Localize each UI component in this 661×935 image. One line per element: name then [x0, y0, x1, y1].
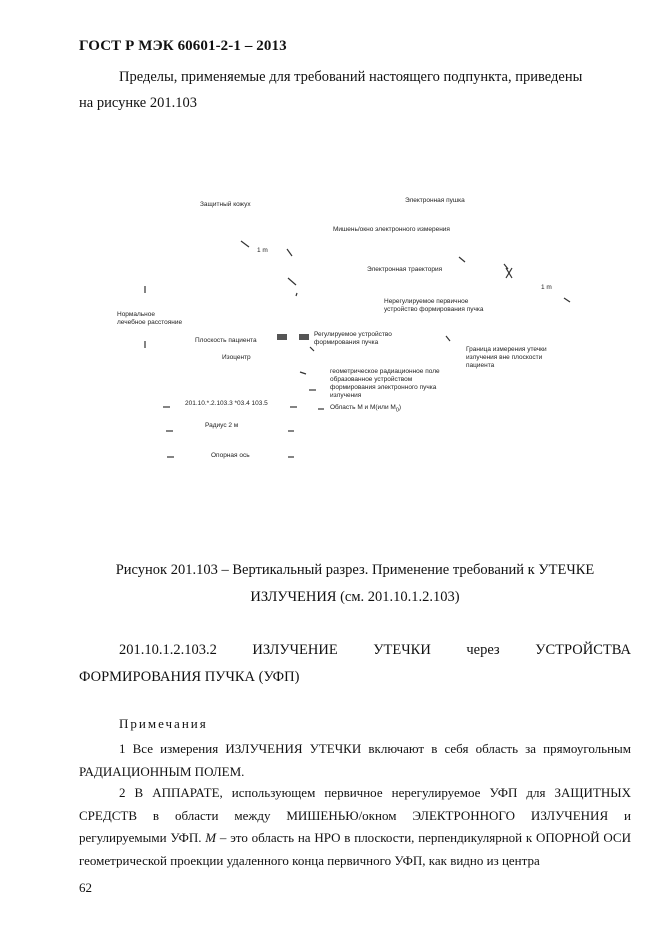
label-area: Область M и M(или $M_0$) — [330, 404, 402, 414]
arrow-mark — [296, 293, 297, 296]
arrow-mark — [310, 347, 314, 351]
label-unadjustable-2: устройство формирования пучка — [384, 306, 484, 313]
beam-device-block-right — [299, 334, 309, 340]
label-refs: 201.10.*.2.103.3 *03.4 103.5 — [185, 400, 268, 407]
label-shield: Защитный кожух — [200, 201, 251, 208]
note-2 — [79, 782, 631, 872]
section-word-2: УТЕЧКИ — [373, 642, 431, 658]
label-one-m-right: 1 m — [541, 284, 552, 291]
label-normal-distance-2: лечебное расстояние — [117, 319, 183, 326]
label-geom-1: геометрическое радиационное поле — [330, 368, 440, 375]
label-one-m-left: 1 m — [257, 247, 268, 254]
label-geom-3: формирования электронного пучка — [330, 384, 437, 391]
label-trajectory: Электронная траектория — [367, 266, 443, 273]
section-word-1: ИЗЛУЧЕНИЕ — [252, 642, 338, 658]
note-2-part-a: 2 В АППАРАТЕ, использующем первичное нерегулируемое УФП для ЗАЩИТНЫХ СРЕДСТВ в области между МИШЕНЬЮ/окном ЭЛЕКТРОННОГО ИЗЛУЧЕНИЯ и регулируемыми УФП. — [79, 785, 631, 845]
intro-line-2: на рисунке 201.103 — [79, 95, 197, 111]
page-number: 62 — [79, 880, 92, 895]
caption-line-1: Рисунок 201.103 – Вертикальный разрез. Применение требований к УТЕЧКЕ — [115, 562, 595, 578]
label-isocenter: Изоцентр — [222, 354, 251, 361]
note-1: 1 Все измерения ИЗЛУЧЕНИЯ УТЕЧКИ включают в себя область за прямоугольным РАДИАЦИОННЫМ ПОЛЕМ. — [79, 741, 631, 779]
label-unadjustable-1: Нерегулируемое первичное — [384, 298, 469, 305]
figure-201-103 — [0, 185, 661, 485]
note-2-m: M — [205, 830, 217, 845]
intro-line-1: Пределы, применяемые для требований настоящего подпункта, приведены — [119, 69, 583, 85]
label-geom-4: излучения — [330, 392, 362, 399]
label-radius: Радиус 2 м — [205, 422, 239, 429]
label-reference-axis: Опорная ось — [211, 452, 250, 459]
caption-line-2: ИЗЛУЧЕНИЯ (см. 201.10.1.2.103) — [250, 589, 460, 605]
arrow-mark — [300, 372, 306, 374]
label-geom-2: образованное устройством — [330, 376, 413, 383]
label-adjustable-1: Регулируемое устройство — [314, 331, 392, 338]
label-limit-3: пациента — [466, 362, 495, 369]
label-limit-1: Граница измерения утечки — [466, 346, 547, 353]
beam-device-block-left — [277, 334, 287, 340]
arrow-mark — [287, 249, 292, 256]
section-word-3: через — [466, 642, 500, 658]
label-target: Мишень/окно электронного измерения — [333, 226, 450, 233]
section-word-4: УСТРОЙСТВА — [535, 642, 631, 658]
section-heading — [79, 637, 631, 691]
figure-caption — [79, 557, 631, 611]
label-patient-plane: Плоскость пациента — [195, 337, 257, 344]
section-heading-line-2: ФОРМИРОВАНИЯ ПУЧКА (УФП) — [79, 669, 300, 685]
intro-paragraph — [79, 64, 631, 116]
arrow-mark — [241, 241, 249, 247]
arrow-mark — [288, 278, 296, 285]
label-gun: Электронная пушка — [405, 197, 465, 204]
document-header: ГОСТ Р МЭК 60601-2-1 – 2013 — [79, 38, 287, 54]
section-number: 201.10.1.2.103.2 — [119, 642, 217, 658]
arrow-mark — [459, 257, 465, 262]
section-heading-line-1 — [79, 637, 631, 664]
notes-title: Примечания — [119, 716, 208, 731]
label-normal-distance-1: Нормальное — [117, 311, 156, 318]
label-adjustable-2: формирования пучка — [314, 339, 379, 346]
arrow-mark — [564, 298, 570, 302]
arrow-mark — [446, 336, 450, 341]
label-limit-2: излучения вне плоскости — [466, 354, 543, 361]
note-2-part-b: – это область на НРО в плоскости, перпендикулярной к ОПОРНОЙ ОСИ геометрической проекции удаленного конца первичного УФП, как видно из центра — [79, 830, 631, 868]
